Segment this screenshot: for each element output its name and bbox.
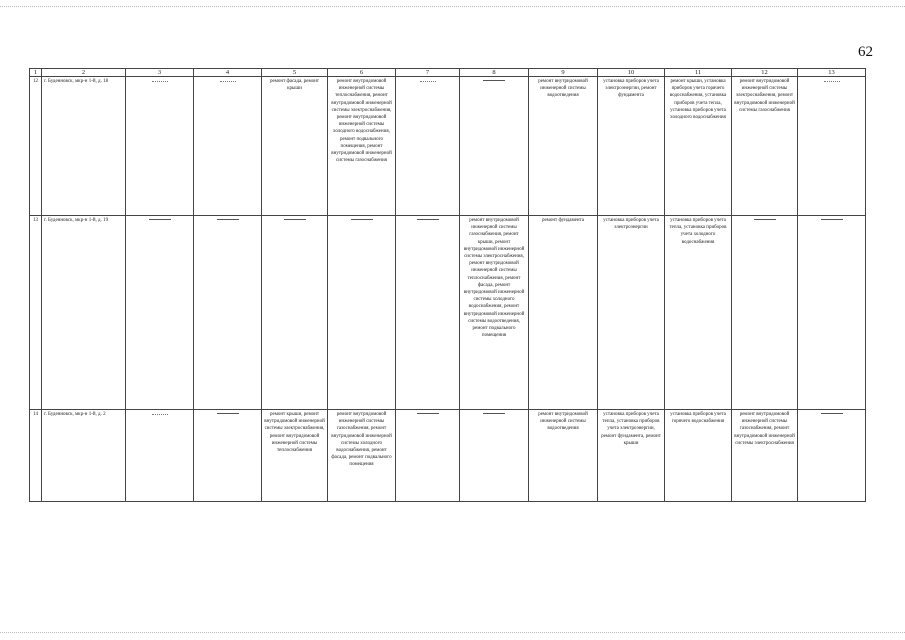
column-number: 8	[460, 69, 529, 77]
dotted-mark	[220, 81, 236, 82]
column-number: 4	[194, 69, 262, 77]
empty-cell	[194, 216, 262, 410]
dash-mark	[483, 413, 505, 414]
work-cell: ремонт внутридомовой инженерной системы газоснабжения, ремонт внутридомовой инженерной системы электроснабжения	[732, 410, 798, 502]
dash-mark	[217, 219, 239, 220]
column-number-row	[30, 69, 866, 77]
column-number: 10	[598, 69, 665, 77]
table-row	[30, 410, 866, 502]
dash-mark	[149, 219, 171, 220]
dash-mark	[417, 413, 439, 414]
empty-cell	[194, 410, 262, 502]
scan-artifact-bottom	[0, 632, 905, 633]
dash-mark	[417, 219, 439, 220]
address-cell: г. Буденновск, мкр-н 1-й, д. 19	[42, 216, 126, 410]
dash-mark	[351, 219, 373, 220]
dash-mark	[821, 219, 843, 220]
dotted-mark	[152, 81, 168, 82]
column-number: 11	[665, 69, 732, 77]
row-number: 14	[30, 410, 42, 502]
work-cell: ремонт крыши, установка приборов учета горячего водоснабжения, установка приборов учета тепла, установка приборов учета холодного водоснабжения	[665, 77, 732, 216]
empty-cell	[460, 410, 529, 502]
work-cell: установка приборов учета горячего водоснабжения	[665, 410, 732, 502]
work-cell: установка приборов учета электроэнергии	[598, 216, 665, 410]
empty-cell	[396, 410, 460, 502]
empty-cell	[262, 216, 328, 410]
row-number: 13	[30, 216, 42, 410]
scan-artifact-top	[0, 6, 905, 7]
work-cell: ремонт фундамента	[529, 216, 598, 410]
row-number: 12	[30, 77, 42, 216]
empty-cell	[328, 216, 396, 410]
empty-cell	[798, 77, 866, 216]
work-cell: ремонт внутридомовой инженерной системы теплоснабжения, ремонт внутридомовой инженерной системы электроснабжения, ремонт внутридомовой инженерной системы холодного водоснабжения, ремонт подвального помещения, ремонт внутридомовой инженерной системы газоснабжения	[328, 77, 396, 216]
empty-cell	[732, 216, 798, 410]
empty-cell	[798, 410, 866, 502]
repair-schedule-table	[29, 68, 866, 502]
dotted-mark	[824, 81, 840, 82]
dash-mark	[284, 219, 306, 220]
column-number: 9	[529, 69, 598, 77]
column-number: 2	[42, 69, 126, 77]
work-cell: ремонт внутридомовой инженерной системы водоотведения	[529, 410, 598, 502]
work-cell: установка приборов учета электроэнергии, ремонт фундамента	[598, 77, 665, 216]
page-number: 62	[858, 44, 873, 60]
table-row	[30, 216, 866, 410]
work-cell: ремонт крыши, ремонт внутридомовой инженерной системы электроснабжения, ремонт внутридомовой инженерной системы теплоснабжения	[262, 410, 328, 502]
column-number: 7	[396, 69, 460, 77]
empty-cell	[460, 77, 529, 216]
table-row	[30, 77, 866, 216]
work-cell: ремонт внутридомовой инженерной системы газоснабжения, ремонт внутридомовой инженерной системы холодного водоснабжения, ремонт фасада, ремонт подвального помещения	[328, 410, 396, 502]
dash-mark	[217, 413, 239, 414]
dash-mark	[821, 413, 843, 414]
work-cell: установка приборов учета тепла, установка приборов учета холодного водоснабжения	[665, 216, 732, 410]
dash-mark	[754, 219, 776, 220]
column-number: 3	[126, 69, 194, 77]
empty-cell	[396, 216, 460, 410]
work-cell: ремонт внутридомовой инженерной системы электроснабжения, ремонт внутридомовой инженерной системы газоснабжения	[732, 77, 798, 216]
work-cell: ремонт фасада, ремонт крыши	[262, 77, 328, 216]
dotted-mark	[152, 414, 168, 415]
column-number: 1	[30, 69, 42, 77]
address-cell: г. Буденновск, мкр-н 1-й, д. 2	[42, 410, 126, 502]
column-number: 13	[798, 69, 866, 77]
address-cell: г. Буденновск, мкр-н 1-й, д. 18	[42, 77, 126, 216]
dash-mark	[483, 80, 505, 81]
work-cell: ремонт внутридомовой инженерной системы газоснабжения, ремонт крыши, ремонт внутридомовой инженерной системы электроснабжения, ремонт внутридомовой инженерной системы теплоснабжения, ремонт фасада, ремонт внутридомовой инженерной системы холодного водоснабжения, ремонт внутридомовой инженерной системы водоотведения, ремонт подвального помещения	[460, 216, 529, 410]
empty-cell	[126, 216, 194, 410]
work-cell: ремонт внутридомовой инженерной системы водоотведения	[529, 77, 598, 216]
empty-cell	[126, 410, 194, 502]
work-cell: установка приборов учета тепла, установка приборов учета электроэнергии, ремонт фундамента, ремонт крыши	[598, 410, 665, 502]
column-number: 12	[732, 69, 798, 77]
column-number: 6	[328, 69, 396, 77]
empty-cell	[126, 77, 194, 216]
empty-cell	[194, 77, 262, 216]
empty-cell	[396, 77, 460, 216]
empty-cell	[798, 216, 866, 410]
column-number: 5	[262, 69, 328, 77]
dotted-mark	[420, 81, 436, 82]
